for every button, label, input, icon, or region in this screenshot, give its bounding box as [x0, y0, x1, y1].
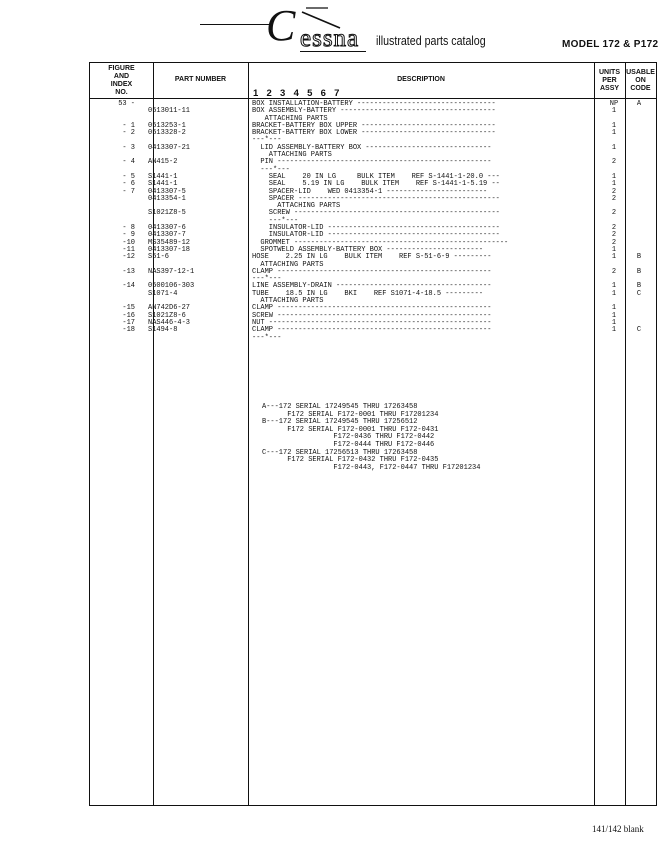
index-cell: - 3: [122, 143, 135, 152]
units-cell: 1: [611, 143, 617, 152]
note-line: F172-0444 THRU F172-0446: [262, 440, 435, 449]
part-number-cell: NAS446-4-3: [148, 318, 191, 327]
description-cell: INSULATOR-LID -----------------------------------------: [252, 224, 500, 233]
index-cell: -13: [122, 267, 135, 276]
part-number-cell: S1021Z8-5: [148, 209, 186, 218]
part-number-cell: MS35489-12: [148, 238, 191, 247]
header-divider: [90, 98, 656, 99]
table-row: [90, 269, 656, 276]
units-cell: 2: [611, 231, 617, 240]
parts-rows: [90, 101, 656, 342]
figure-header-line: INDEX: [110, 81, 133, 88]
table-row: [90, 335, 656, 342]
units-cell: 1: [611, 326, 617, 335]
index-cell: -11: [122, 245, 135, 254]
figure-column-header: [90, 65, 153, 97]
usable-header-line: CODE: [630, 85, 651, 92]
units-cell: 2: [611, 238, 617, 247]
units-column-header: [594, 69, 625, 93]
index-cell: - 2: [122, 129, 135, 138]
description-cell: ---*---: [252, 333, 282, 342]
logo-underline: [300, 51, 366, 52]
part-number-cell: S1021Z8-6: [148, 311, 186, 320]
usable-code-notes: [262, 404, 480, 472]
description-cell: ATTACHING PARTS: [252, 151, 332, 160]
description-header: DESCRIPTION: [397, 76, 445, 83]
logo-letter: C: [266, 1, 296, 50]
description-cell: SPOTWELD ASSEMBLY-BATTERY BOX -----------------------: [252, 245, 484, 254]
note-line: A---172 SERIAL 17249545 THRU 17263458: [262, 403, 418, 411]
index-cell: - 7: [122, 187, 135, 196]
note-line: F172-0443, F172-0447 THRU F17201234: [262, 463, 481, 472]
description-cell: ATTACHING PARTS: [252, 114, 328, 123]
part-number-cell: AN415-2: [148, 158, 178, 167]
usable-code-cell: C: [636, 326, 642, 335]
page-footer: 141/142 blank: [592, 824, 644, 834]
units-header-line: UNITS: [599, 69, 620, 76]
table-row: [90, 254, 656, 261]
description-cell: SCREW -------------------------------------------------: [252, 209, 500, 218]
model-title: MODEL 172 & P172: [562, 39, 659, 50]
description-cell: ATTACHING PARTS: [252, 260, 324, 269]
description-cell: BRACKET-BATTERY BOX UPPER --------------------------------: [252, 121, 496, 130]
table-row: [90, 145, 656, 152]
logo-rule-left: [200, 24, 270, 25]
units-cell: 1: [611, 253, 617, 262]
index-cell: -16: [122, 311, 135, 320]
table-row: [90, 130, 656, 137]
part-number-cell: AN742D6-27: [148, 304, 191, 313]
units-cell: 2: [611, 209, 617, 218]
description-cell: ---*---: [252, 165, 290, 174]
indent-digits: 1 2 3 4 5 6 7: [253, 88, 343, 99]
units-cell: 1: [611, 304, 617, 313]
part-number-cell: NAS397-12-1: [148, 267, 195, 276]
parts-table: [89, 62, 657, 806]
usable-code-cell: B: [636, 253, 642, 262]
part-number-cell: S1441-1: [148, 172, 178, 181]
description-cell: ---*---: [252, 275, 282, 284]
units-cell: 1: [611, 311, 617, 320]
index-cell: -15: [122, 304, 135, 313]
usable-column-header: [625, 69, 656, 93]
description-cell: LINE ASSEMBLY-DRAIN -------------------------------------: [252, 282, 492, 291]
description-cell: ---*---: [252, 136, 282, 145]
description-cell: ATTACHING PARTS: [252, 202, 341, 211]
logo-wordmark: essna: [300, 25, 360, 52]
units-cell: 2: [611, 158, 617, 167]
description-cell: TUBE 18.5 IN LG BKI REF S1071-4-18.5 ---------: [252, 289, 484, 298]
description-cell: SPACER-LID WED 0413354-1 ------------------------: [252, 187, 488, 196]
part-number-cell: 0413307-7: [148, 231, 186, 240]
figure-header-line: FIGURE: [108, 65, 135, 72]
description-cell: BOX INSTALLATION-BATTERY ---------------------------------: [252, 100, 496, 108]
description-cell: BRACKET-BATTERY BOX LOWER --------------------------------: [252, 129, 496, 138]
description-cell: SEAL 20 IN LG BULK ITEM REF S-1441-1-20.0 ---: [252, 172, 500, 181]
part-number-cell: S1071-4: [148, 289, 178, 298]
note-line: F172 SERIAL F172-0001 THRU F172-0431: [262, 425, 439, 434]
description-cell: HOSE 2.25 IN LG BULK ITEM REF S-51-6-9 ---------: [252, 253, 492, 262]
index-cell: - 5: [122, 172, 135, 181]
part-number-cell: 0513253-1: [148, 121, 186, 130]
figure-header-line: AND: [113, 73, 130, 80]
note-line: F172 SERIAL F172-0001 THRU F17201234: [262, 410, 439, 419]
description-cell: GROMMET ---------------------------------------------------: [252, 238, 509, 247]
units-header-line: PER: [602, 77, 617, 84]
description-cell: BOX ASSEMBLY-BATTERY -------------------------------------: [252, 107, 496, 116]
note-line: C---172 SERIAL 17256513 THRU 17263458: [262, 448, 418, 457]
units-cell: 2: [611, 187, 617, 196]
index-cell: - 9: [122, 231, 135, 240]
note-line: B---172 SERIAL 17249545 THRU 17256512: [262, 418, 418, 427]
part-number-cell: 0513011-11: [148, 107, 191, 116]
description-cell: PIN ---------------------------------------------------: [252, 158, 492, 167]
note-line: F172-0436 THRU F172-0442: [262, 433, 435, 442]
index-cell: -18: [122, 326, 135, 335]
index-cell: -10: [122, 238, 135, 247]
description-cell: NUT -----------------------------------------------------: [252, 318, 492, 327]
table-row: [90, 159, 656, 166]
index-cell: 53 -: [118, 100, 135, 108]
index-cell: - 6: [122, 180, 135, 189]
units-cell: 1: [611, 282, 617, 291]
units-cell: 1: [611, 180, 617, 189]
description-cell: ATTACHING PARTS: [252, 297, 324, 306]
units-cell: 1: [611, 129, 617, 138]
units-cell: 2: [611, 194, 617, 203]
index-cell: - 8: [122, 224, 135, 233]
part-number-cell: 0413307-6: [148, 224, 186, 233]
units-header-line: ASSY: [599, 85, 620, 92]
units-cell: 2: [611, 267, 617, 276]
units-cell: 1: [611, 289, 617, 298]
table-row: [90, 327, 656, 334]
description-cell: LID ASSEMBLY-BATTERY BOX ------------------------------: [252, 143, 492, 152]
index-cell: -12: [122, 253, 135, 262]
units-cell: 2: [611, 224, 617, 233]
index-cell: -14: [122, 282, 135, 291]
units-cell: 1: [611, 245, 617, 254]
part-number-cell: S1494-8: [148, 326, 178, 335]
description-cell: CLAMP ---------------------------------------------------: [252, 304, 492, 313]
description-cell: SCREW ---------------------------------------------------: [252, 311, 492, 320]
part-number-cell: S1441-1: [148, 180, 178, 189]
usable-code-cell: B: [636, 267, 642, 276]
description-cell: CLAMP ---------------------------------------------------: [252, 267, 492, 276]
part-number-header: PART NUMBER: [174, 76, 227, 83]
units-cell: NP: [609, 100, 619, 108]
part-number-cell: 0413354-1: [148, 194, 186, 203]
description-cell: INSULATOR-LID -----------------------------------------: [252, 231, 500, 240]
units-cell: 1: [611, 121, 617, 130]
part-number-cell: 0413307-5: [148, 187, 186, 196]
units-cell: 1: [611, 318, 617, 327]
index-cell: - 1: [122, 121, 135, 130]
table-row: [90, 108, 656, 115]
note-line: F172 SERIAL F172-0432 THRU F172-0435: [262, 456, 439, 465]
description-cell: ---*---: [252, 216, 299, 225]
usable-code-cell: C: [636, 289, 642, 298]
units-cell: 1: [611, 172, 617, 181]
index-cell: - 4: [122, 158, 135, 167]
description-cell: SEAL 5.19 IN LG BULK ITEM REF S-1441-1-5.19 --: [252, 180, 500, 189]
usable-header-line: USABLE: [626, 69, 655, 76]
table-row: [90, 291, 656, 298]
description-cell: SPACER ------------------------------------------------: [252, 194, 500, 203]
part-number-cell: 0513328-2: [148, 129, 186, 138]
index-cell: -17: [122, 318, 135, 327]
description-cell: CLAMP ---------------------------------------------------: [252, 326, 492, 335]
usable-header-line: ON: [635, 77, 646, 84]
catalog-title: illustrated parts catalog: [376, 33, 486, 48]
part-number-cell: 0413307-21: [148, 143, 191, 152]
part-number-cell: 0500106-303: [148, 282, 195, 291]
part-number-cell: 0413307-18: [148, 245, 191, 254]
units-cell: 1: [611, 107, 617, 116]
figure-header-line: NO.: [115, 89, 128, 96]
table-row: [90, 210, 656, 217]
table-row: [90, 196, 656, 203]
usable-code-cell: B: [636, 282, 642, 291]
part-number-cell: S51-6: [148, 253, 170, 262]
page-header: [0, 0, 672, 62]
usable-code-cell: A: [636, 100, 642, 108]
